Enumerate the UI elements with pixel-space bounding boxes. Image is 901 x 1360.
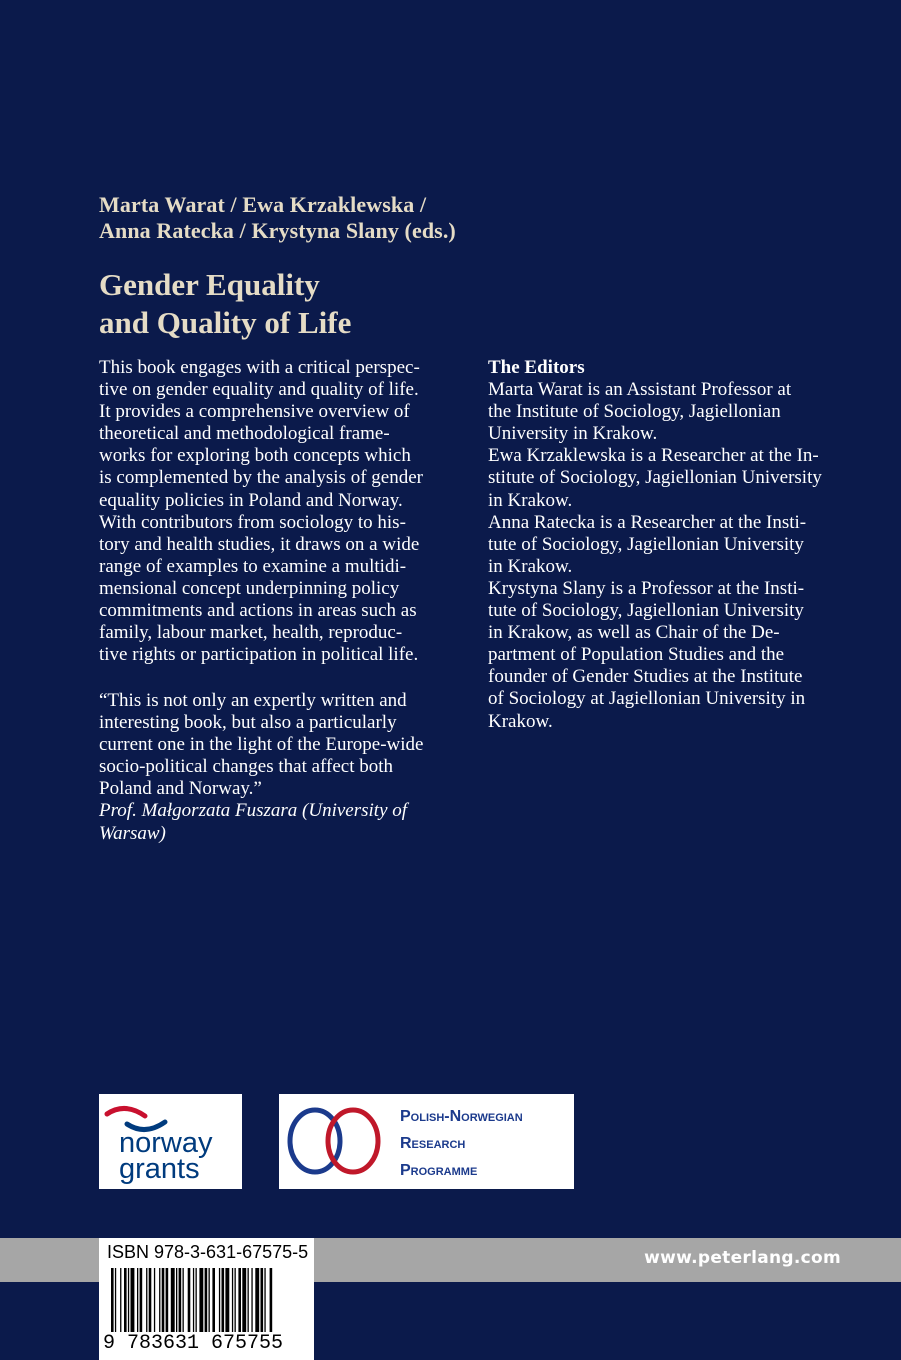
barcode-bar [115,1268,116,1332]
description-line: theoretical and methodological frame- [99,423,390,445]
barcode-bars [103,1268,310,1338]
barcode-bar [225,1268,229,1332]
description-line: works for exploring both concepts which [99,445,411,467]
publisher-url[interactable]: www.peterlang.com [644,1248,841,1268]
barcode [99,1238,314,1360]
editors-line-1: Marta Warat / Ewa Krzaklewska / [99,192,427,217]
barcode-bar [154,1268,155,1332]
barcode-bar [264,1268,265,1332]
barcode-bar [131,1268,135,1332]
pn-line-1: Polish-Norwegian [400,1108,523,1125]
barcode-bar [162,1268,165,1332]
title-line-1: Gender Equality [99,267,320,302]
editors-heading: The Editors [488,357,585,378]
barcode-bar [171,1268,175,1332]
barcode-bar [199,1268,203,1332]
quote-line: Poland and Norway.” [99,778,262,800]
bio-line: Ewa Krzaklewska is a Researcher at the In- [488,445,819,467]
bio-line: stitute of Sociology, Jagiellonian University [488,467,822,489]
polish-norwegian-text [400,1103,523,1184]
bio-line: University in Krakow. [488,423,658,445]
barcode-digits: 9 783631 675755 [103,1332,284,1355]
barcode-bar [183,1268,184,1332]
barcode-bar [222,1268,225,1332]
bio-line: Krakow. [488,710,553,732]
barcode-bar [146,1268,147,1332]
pn-line-2: Research [400,1135,466,1152]
barcode-bar [149,1268,152,1332]
description-line: It provides a comprehensive overview of [99,401,410,423]
description-line: tive on gender equality and quality of life. [99,379,419,401]
barcode-bar [261,1268,264,1332]
editors-names [99,192,456,244]
isbn-label: ISBN 978-3-631-67575-5 [107,1242,309,1262]
barcode-bar [120,1268,121,1332]
barcode-bar [179,1268,182,1332]
norway-grants-logo [99,1094,242,1189]
barcode-bar [124,1268,127,1332]
norway-grants-line-2: grants [119,1153,200,1185]
editors-line-2: Anna Ratecka / Krystyna Slany (eds.) [99,218,456,243]
barcode-bar [209,1268,210,1332]
bio-line: tute of Sociology, Jagiellonian University [488,600,804,622]
quote-attribution: Prof. Małgorzata Fuszara (University of [99,800,408,822]
barcode-bar [159,1268,160,1332]
bio-line: in Krakow. [488,489,573,511]
description-line: range of examples to examine a multidi- [99,555,407,577]
quote-attribution: Warsaw) [99,822,166,844]
description-line: With contributors from sociology to his- [99,511,406,533]
barcode-bar [128,1268,129,1332]
quote-line: socio-political changes that affect both [99,756,394,778]
bio-line: tute of Sociology, Jagiellonian University [488,533,804,555]
description-line: equality policies in Poland and Norway. [99,489,403,511]
barcode-bar [255,1268,259,1332]
description-line: is complemented by the analysis of gender [99,467,423,489]
pn-line-3: Programme [400,1162,478,1179]
barcode-bar [205,1268,208,1332]
quote-line: “This is not only an expertly written and [99,690,407,711]
barcode-bar [111,1268,114,1332]
description-line: mensional concept underpinning policy [99,577,400,599]
description-line: This book engages with a critical perspec- [99,357,420,378]
bio-line: in Krakow, as well as Chair of the De- [488,622,780,644]
quote-line: current one in the light of the Europe-wide [99,734,424,756]
editors-bios [488,357,858,733]
logo-red-arc [107,1108,145,1116]
bio-line: founder of Gender Studies at the Institute [488,666,803,688]
barcode-bar [235,1268,236,1332]
bio-line: the Institute of Sociology, Jagiellonian [488,401,781,423]
barcode-bar [238,1268,241,1332]
title-line-2: and Quality of Life [99,305,352,340]
barcode-bar [242,1268,246,1332]
book-title [99,266,351,342]
description-line: family, labour market, health, reproduc- [99,622,403,644]
barcode-bar [140,1268,143,1332]
bio-line: Anna Ratecka is a Researcher at the Insti- [488,511,807,533]
barcode-bar [219,1268,220,1332]
description-line: tive rights or participation in political life. [99,644,419,666]
quote-line: interesting book, but also a particularly [99,712,397,734]
barcode-bar [166,1268,169,1332]
barcode-bar [248,1268,249,1332]
endorsement-quote [99,690,459,845]
bio-line: partment of Population Studies and the [488,644,785,666]
barcode-bar [196,1268,197,1332]
barcode-bar [193,1268,194,1332]
bio-line: in Krakow. [488,555,573,577]
interlocking-rings-icon [279,1094,389,1189]
bio-line: of Sociology at Jagiellonian University in [488,688,806,710]
barcode-bar [251,1268,252,1332]
polish-norwegian-logo [279,1094,574,1189]
bio-line: Krystyna Slany is a Professor at the Insti- [488,577,805,599]
barcode-bar [176,1268,177,1332]
norway-grants-line-1: norway [119,1127,213,1159]
norway-grants-logo-graphic [99,1094,242,1189]
barcode-bar [232,1268,233,1332]
book-description [99,357,459,666]
description-line: commitments and actions in areas such as [99,600,417,622]
barcode-bar [212,1268,215,1332]
description-line: tory and health studies, it draws on a wide [99,533,420,555]
barcode-bar [270,1268,273,1332]
barcode-bar [188,1268,191,1332]
bio-line: Marta Warat is an Assistant Professor at [488,379,792,401]
barcode-bar [137,1268,138,1332]
